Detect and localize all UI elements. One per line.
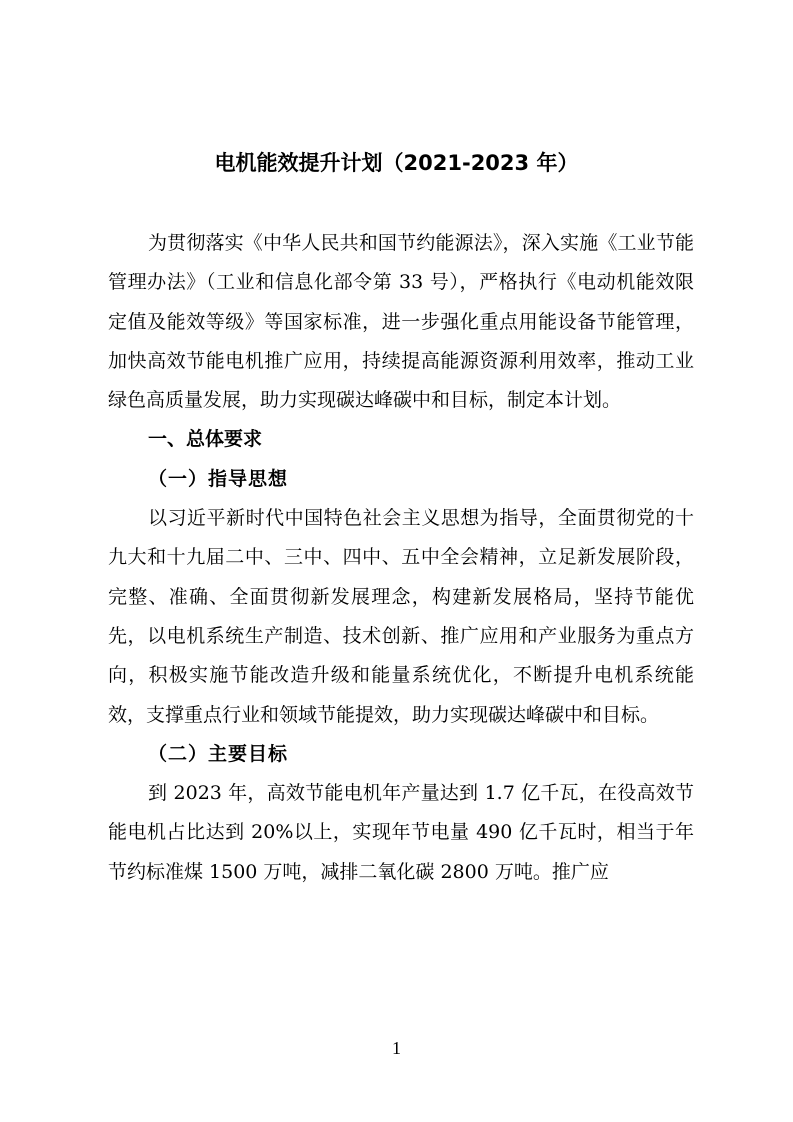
main-goals-paragraph: 到 2023 年，高效节能电机年产量达到 1.7 亿千瓦，在役高效节能电机占比达到 20%以上，实现年节电量 490 亿千瓦时，相当于年节约标准煤 1500 万吨，减排二氧化碳 2800 万吨。推广应 <box>108 782 694 883</box>
section-heading-general-requirements: 一、总体要求 <box>148 428 263 451</box>
subsection-heading-main-goals: （二）主要目标 <box>148 742 289 765</box>
page-number: 1 <box>392 1038 401 1058</box>
document-body <box>108 224 694 892</box>
subsection-heading-guiding-ideology: （一）指导思想 <box>148 467 289 490</box>
intro-paragraph: 为贯彻落实《中华人民共和国节约能源法》，深入实施《工业节能管理办法》（工业和信息化部令第 33 号），严格执行《电动机能效限定值及能效等级》等国家标准，进一步强化重点用能设备节能管理，加快高效节能电机推广应用，持续提高能源资源利用效率，推动工业绿色高质量发展，助力实现碳达峰碳中和目标，制定本计划。 <box>108 232 694 412</box>
document-title: 电机能效提升计划（2021-2023 年） <box>214 151 579 175</box>
guiding-ideology-paragraph: 以习近平新时代中国特色社会主义思想为指导，全面贯彻党的十九大和十九届二中、三中、四中、五中全会精神，立足新发展阶段，完整、准确、全面贯彻新发展理念，构建新发展格局，坚持节能优先，以电机系统生产制造、技术创新、推广应用和产业服务为重点方向，积极实施节能改造升级和能量系统优化，不断提升电机系统能效，支撑重点行业和领域节能提效，助力实现碳达峰碳中和目标。 <box>108 507 694 726</box>
